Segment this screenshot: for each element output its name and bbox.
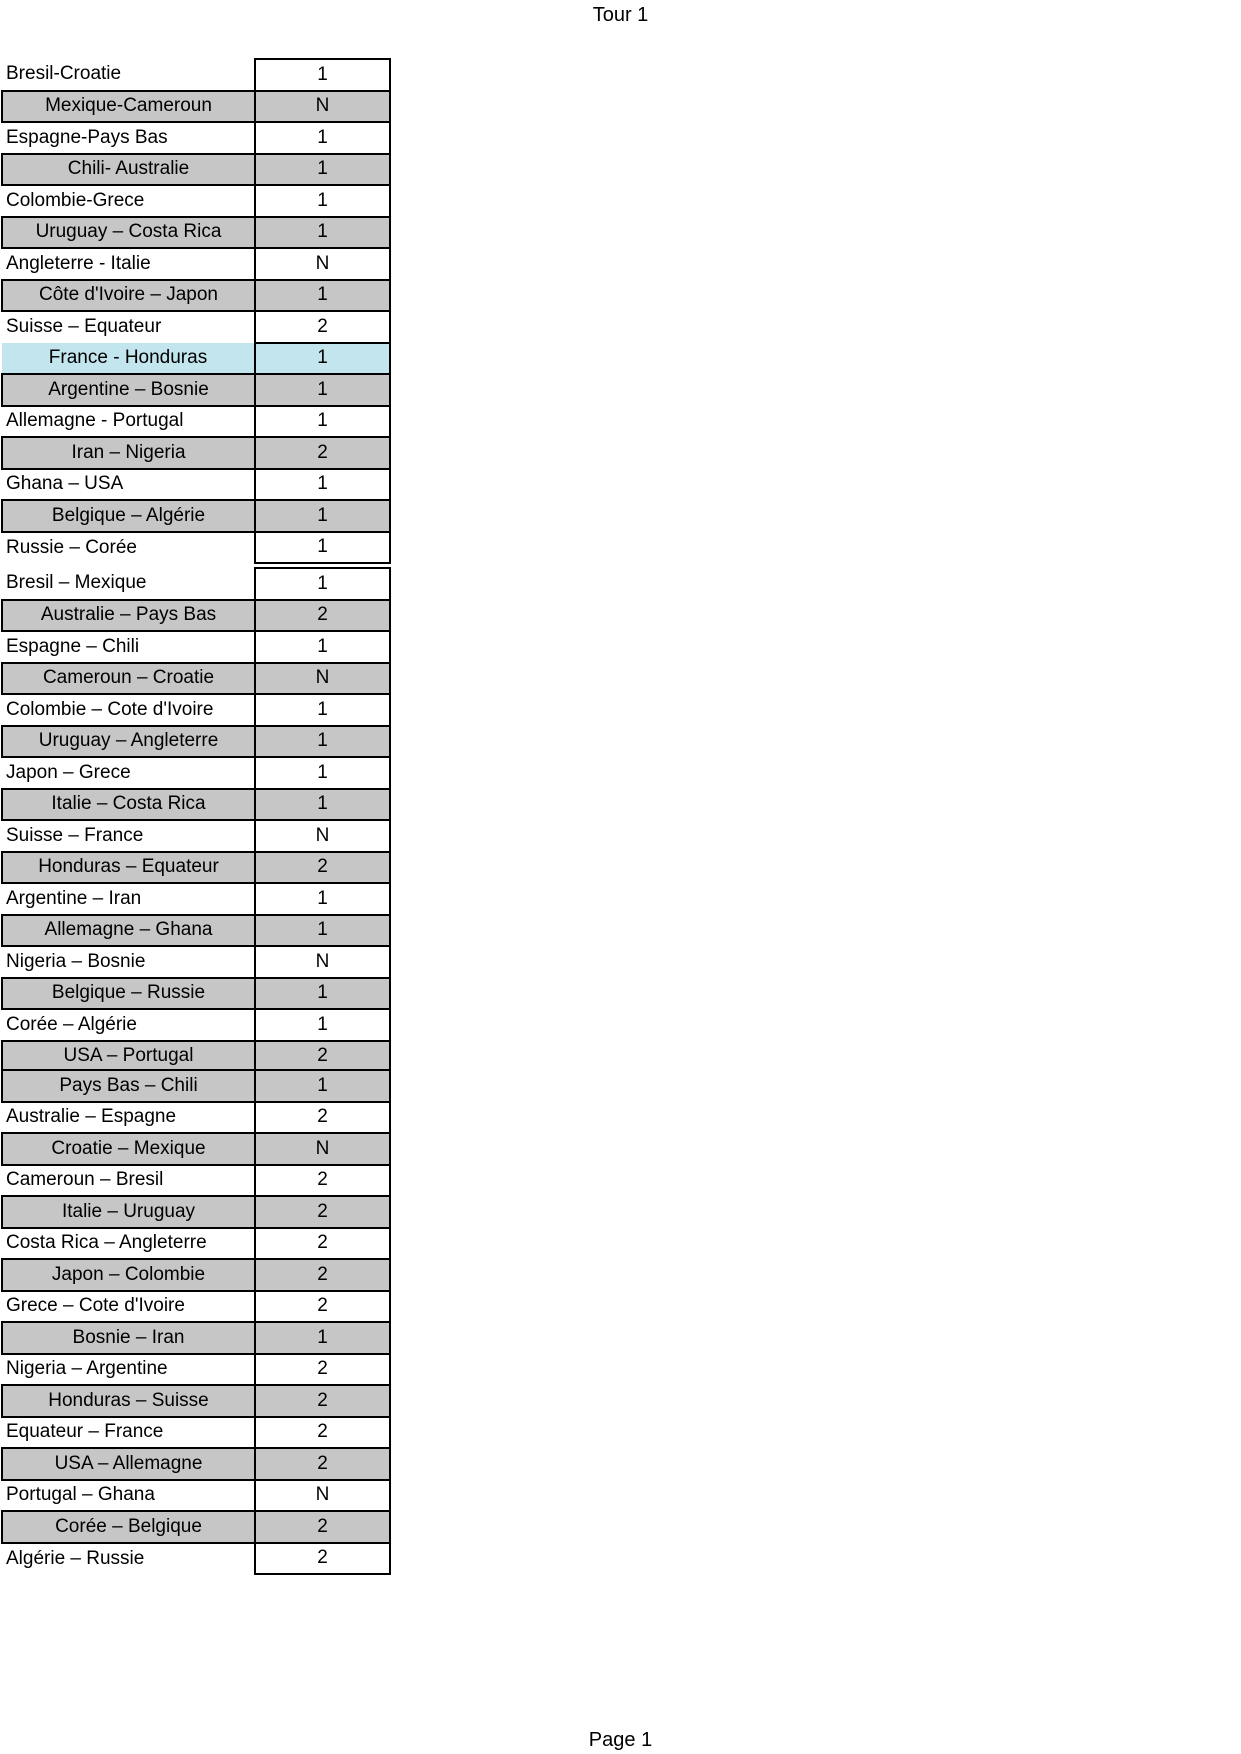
table-row [2,726,390,758]
match-cell: Argentine – Bosnie [2,374,255,406]
table-row [2,1102,390,1134]
predictions-table-1 [1,58,391,564]
highlighted-row [2,343,390,375]
table-row [2,915,390,947]
match-cell: Belgique – Algérie [2,500,255,532]
match-cell: Ghana – USA [2,469,255,501]
table-row [2,1041,390,1073]
match-cell: Costa Rica – Angleterre [2,1228,255,1260]
table-row [2,154,390,186]
predictions-table-2 [1,567,391,1073]
table-row [2,946,390,978]
match-cell: Angleterre - Italie [2,248,255,280]
match-cell: Mexique-Cameroun [2,91,255,123]
table-row [2,1070,390,1102]
pick-cell: 1 [255,500,390,532]
pick-cell: 2 [255,1543,390,1575]
pick-cell: N [255,1133,390,1165]
pick-cell: 1 [255,154,390,186]
table-row [2,280,390,312]
match-cell: Iran – Nigeria [2,437,255,469]
pick-cell: 2 [255,1417,390,1449]
pick-cell: 1 [255,532,390,564]
table-row [2,59,390,91]
pick-cell: 1 [255,343,390,375]
match-cell: Allemagne – Ghana [2,915,255,947]
pick-cell: 2 [255,1228,390,1260]
match-cell: Suisse – Equateur [2,311,255,343]
pick-cell: 1 [255,726,390,758]
match-cell: Australie – Espagne [2,1102,255,1134]
pick-cell: 2 [255,1259,390,1291]
match-cell: Colombie-Grece [2,185,255,217]
table-row [2,1322,390,1354]
page-number: Page 1 [588,1729,653,1751]
pick-cell: 1 [255,59,390,91]
match-cell: Italie – Uruguay [2,1196,255,1228]
table-row [2,1196,390,1228]
predictions-table-3 [1,1069,391,1575]
table-row [2,1354,390,1386]
match-cell: Suisse – France [2,820,255,852]
match-cell: Nigeria – Argentine [2,1354,255,1386]
pick-cell: 2 [255,1165,390,1197]
pick-cell: N [255,946,390,978]
pick-cell: 2 [255,1102,390,1134]
match-cell: Cameroun – Croatie [2,663,255,695]
match-cell: Russie – Corée [2,532,255,564]
match-cell: Bosnie – Iran [2,1322,255,1354]
match-cell: Espagne – Chili [2,631,255,663]
table-row [2,1417,390,1449]
pick-cell: N [255,663,390,695]
pick-cell: 1 [255,374,390,406]
match-cell: Croatie – Mexique [2,1133,255,1165]
pick-cell: 2 [255,1041,390,1073]
table-row [2,1543,390,1575]
table-row [2,820,390,852]
match-cell: Uruguay – Angleterre [2,726,255,758]
table-row [2,631,390,663]
match-cell: Honduras – Equateur [2,852,255,884]
pick-cell: 2 [255,1354,390,1386]
table-row [2,532,390,564]
table-row [2,1480,390,1512]
pick-cell: 1 [255,280,390,312]
match-cell: Australie – Pays Bas [2,600,255,632]
match-cell: Bresil-Croatie [2,59,255,91]
pick-cell: 2 [255,1448,390,1480]
table-row [2,789,390,821]
table-row [2,91,390,123]
match-cell: France - Honduras [2,343,255,375]
pick-cell: 1 [255,978,390,1010]
match-cell: Japon – Grece [2,757,255,789]
pick-cell: 1 [255,915,390,947]
table-row [2,311,390,343]
pick-cell: 1 [255,406,390,438]
pick-cell: 1 [255,631,390,663]
pick-cell: 1 [255,789,390,821]
pick-cell: 1 [255,1070,390,1102]
match-cell: Corée – Belgique [2,1511,255,1543]
pick-cell: 1 [255,1322,390,1354]
match-cell: Japon – Colombie [2,1259,255,1291]
table-row [2,600,390,632]
table-row [2,500,390,532]
match-cell: Equateur – France [2,1417,255,1449]
pick-cell: 1 [255,568,390,600]
table-row [2,568,390,600]
pick-cell: 2 [255,1511,390,1543]
table-row [2,1228,390,1260]
pick-cell: 2 [255,1196,390,1228]
match-cell: Allemagne - Portugal [2,406,255,438]
match-cell: Côte d'Ivoire – Japon [2,280,255,312]
pick-cell: 1 [255,1009,390,1041]
match-cell: Chili- Australie [2,154,255,186]
match-cell: Corée – Algérie [2,1009,255,1041]
table-row [2,1133,390,1165]
table-row [2,185,390,217]
table-row [2,1448,390,1480]
match-cell: Bresil – Mexique [2,568,255,600]
match-cell: Algérie – Russie [2,1543,255,1575]
pick-cell: 1 [255,217,390,249]
table-row [2,374,390,406]
match-cell: Argentine – Iran [2,883,255,915]
match-cell: Honduras – Suisse [2,1385,255,1417]
pick-cell: 2 [255,852,390,884]
match-cell: USA – Portugal [2,1041,255,1073]
table-row [2,852,390,884]
match-cell: Belgique – Russie [2,978,255,1010]
pick-cell: 2 [255,600,390,632]
pick-cell: 1 [255,757,390,789]
pick-cell: 1 [255,469,390,501]
table-row [2,1259,390,1291]
pick-cell: N [255,820,390,852]
pick-cell: N [255,248,390,280]
table-row [2,757,390,789]
table-row [2,1385,390,1417]
pick-cell: 2 [255,1291,390,1323]
match-cell: Uruguay – Costa Rica [2,217,255,249]
table-row [2,1511,390,1543]
match-cell: Pays Bas – Chili [2,1070,255,1102]
table-row [2,469,390,501]
match-cell: Espagne-Pays Bas [2,122,255,154]
match-cell: Colombie – Cote d'Ivoire [2,694,255,726]
pick-cell: 2 [255,437,390,469]
table-row [2,248,390,280]
table-row [2,122,390,154]
match-cell: Italie – Costa Rica [2,789,255,821]
pick-cell: 2 [255,1385,390,1417]
page-title: Tour 1 [592,4,649,26]
pick-cell: N [255,1480,390,1512]
pick-cell: 1 [255,185,390,217]
match-cell: USA – Allemagne [2,1448,255,1480]
match-cell: Nigeria – Bosnie [2,946,255,978]
table-row [2,978,390,1010]
table-row [2,663,390,695]
table-row [2,437,390,469]
table-row [2,883,390,915]
table-row [2,1291,390,1323]
pick-cell: N [255,91,390,123]
pick-cell: 1 [255,883,390,915]
match-cell: Cameroun – Bresil [2,1165,255,1197]
pick-cell: 2 [255,311,390,343]
pick-cell: 1 [255,122,390,154]
table-row [2,1165,390,1197]
pick-cell: 1 [255,694,390,726]
match-cell: Portugal – Ghana [2,1480,255,1512]
table-row [2,217,390,249]
match-cell: Grece – Cote d'Ivoire [2,1291,255,1323]
table-row [2,1009,390,1041]
table-row [2,694,390,726]
table-row [2,406,390,438]
